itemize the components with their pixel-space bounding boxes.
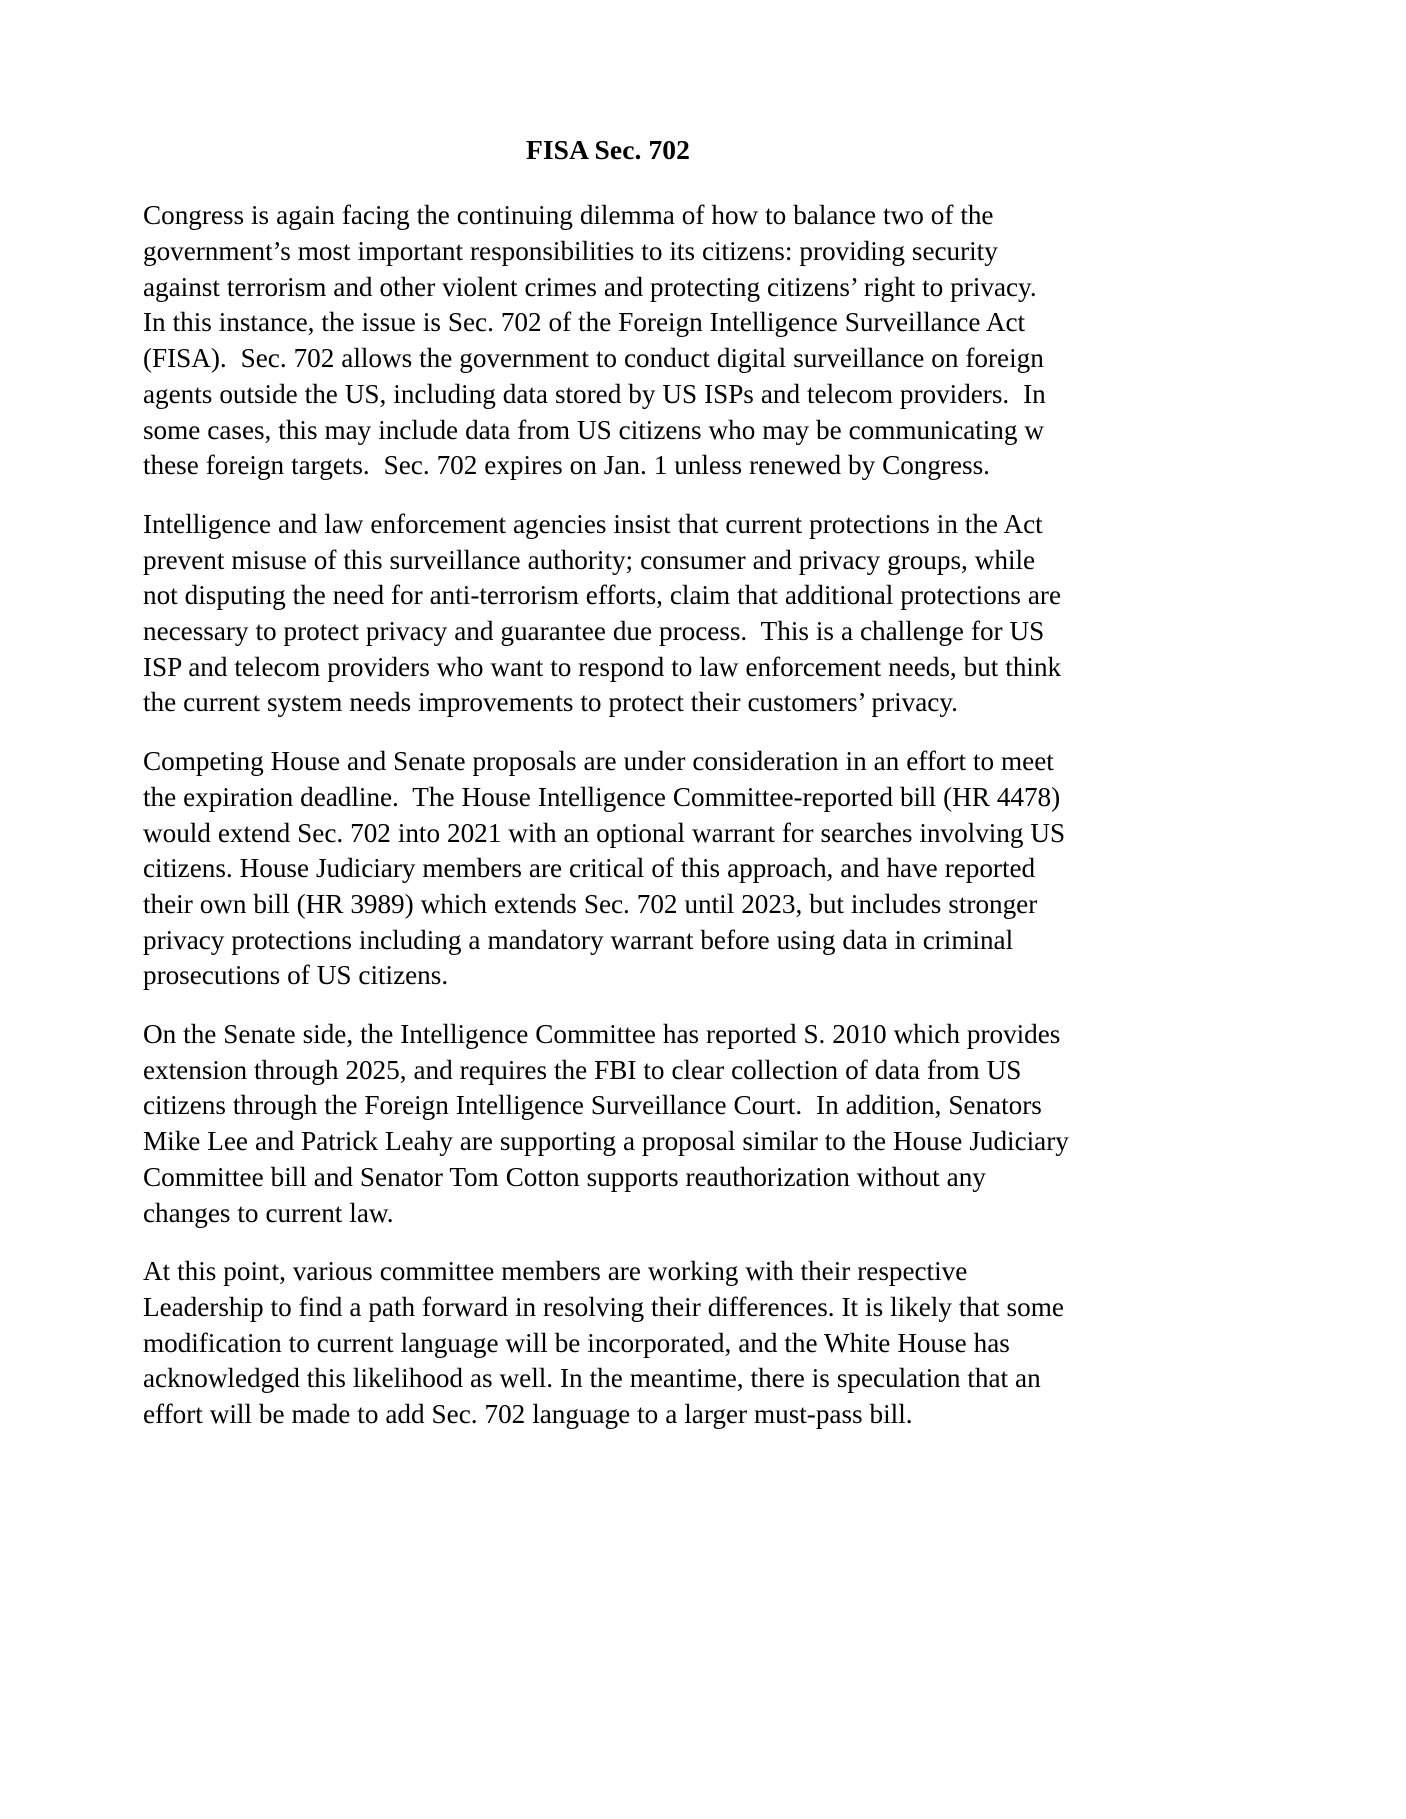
body-paragraph-5: At this point, various committee members are working with their respective Leadership to find a path forward in resolving their differences. It is likely that some modification to current language will be incorporated, and the White House has acknowledged this likelihood as well. In the meantime, there is speculation that an effort will be made to add Sec. 702 language to a larger must-pass bill. <box>143 1256 1071 1430</box>
document-body <box>143 132 1076 1433</box>
body-paragraph-1: Congress is again facing the continuing dilemma of how to balance two of the government’s most important responsibilities to its citizens: providing security against terrorism and other violent crimes and protecting citizens’ right to privacy. In this instance, the issue is Sec. 702 of the Foreign Intelligence Surveillance Act (FISA). Sec. 702 allows the government to conduct digital surveillance on foreign agents outside the US, including data stored by US ISPs and telecom providers. In some cases, this may include data from US citizens who may be communicating w these foreign targets. Sec. 702 expires on Jan. 1 unless renewed by Congress. <box>143 200 1053 481</box>
body-paragraph-2: Intelligence and law enforcement agencies insist that current protections in the Act prevent misuse of this surveillance authority; consumer and privacy groups, while not disputing the need for anti-terrorism efforts, claim that additional protections are necessary to protect privacy and guarantee due process. This is a challenge for US ISP and telecom providers who want to respond to law enforcement needs, but think the current system needs improvements to protect their customers’ privacy. <box>143 508 1069 718</box>
document-title: FISA Sec. 702 <box>525 134 691 165</box>
body-paragraph-3: Competing House and Senate proposals are under consideration in an effort to meet the expiration deadline. The House Intelligence Committee-reported bill (HR 4478) would extend Sec. 702 into 2021 with an optional warrant for searches involving US citizens. House Judiciary members are critical of this approach, and have reported their own bill (HR 3989) which extends Sec. 702 until 2023, but includes stronger privacy protections including a mandatory warrant before using data in criminal prosecutions of US citizens. <box>143 746 1073 991</box>
body-paragraph-4: On the Senate side, the Intelligence Committee has reported S. 2010 which provides extension through 2025, and requires the FBI to clear collection of data from US citizens through the Foreign Intelligence Surveillance Court. In addition, Senators Mike Lee and Patrick Leahy are supporting a proposal similar to the House Judiciary Committee bill and Senator Tom Cotton supports reauthorization without any changes to current law. <box>143 1019 1076 1228</box>
